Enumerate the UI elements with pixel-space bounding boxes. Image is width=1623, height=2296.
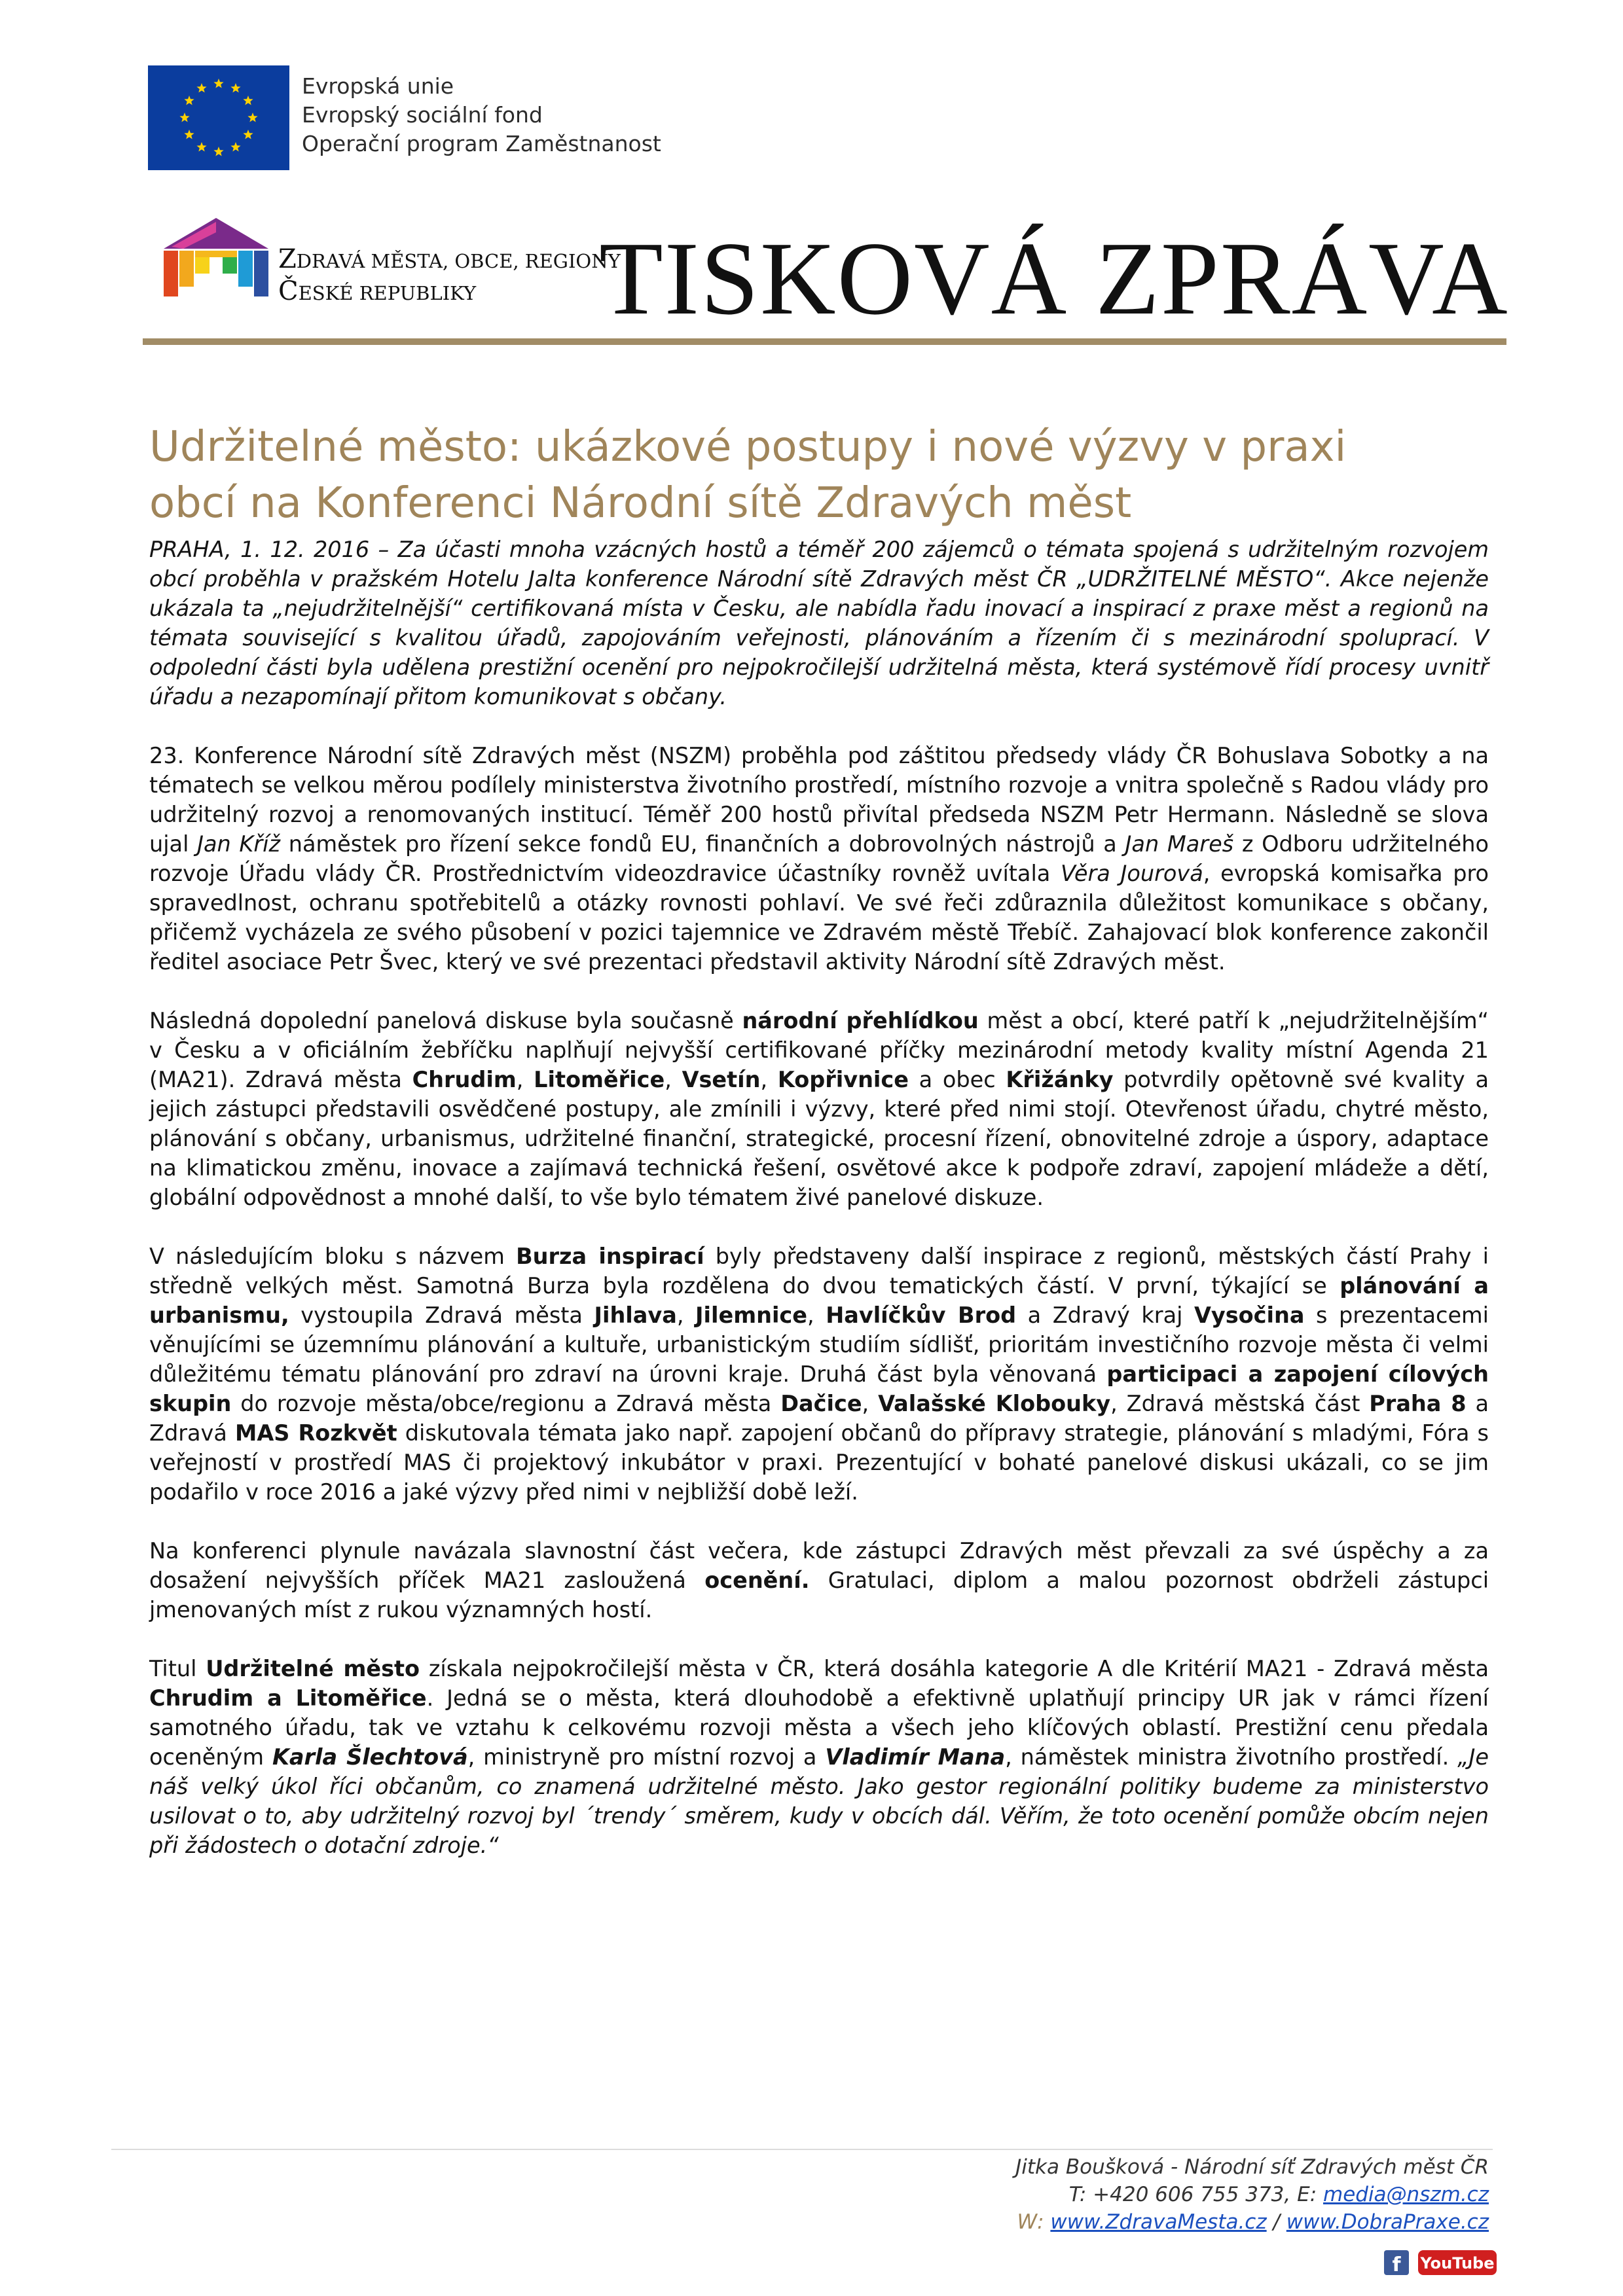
title-line: obcí na Konferenci Národní sítě Zdravých měst	[149, 479, 1132, 528]
contact-web: W: www.ZdravaMesta.cz / www.DobraPraxe.cz	[1017, 2210, 1489, 2234]
person-name: Vladimír Mana	[825, 1744, 1006, 1770]
quote: „Je náš velký úkol říci občanům, co znamená udržitelné město. Jako gestor regionální politiky budeme za ministerstvo usilovat o to, aby udržitelný rozvoj byl ´trendy´ směrem, kudy v obcích dál. Věřím, že toto ocenění pomůže obcím nejen při žádostech o dotační zdroje.“	[149, 1744, 1489, 1858]
eu-line: Evropská unie	[302, 73, 454, 99]
header-divider	[143, 338, 1506, 345]
eu-flag-icon	[148, 65, 289, 170]
person-name: Karla Šlechtová	[272, 1744, 468, 1770]
org-name-line2: ESKÉ REPUBLIKY	[298, 282, 477, 304]
eu-funding-text	[302, 72, 661, 158]
social-icons	[1383, 2246, 1501, 2278]
lead-paragraph: PRAHA, 1. 12. 2016 – Za účasti mnoha vzácných hostů a téměř 200 zájemců o témata spojená s udržitelným rozvojem obcí proběhla v pražském Hotelu Jalta konference Národní sítě Zdravých měst ČR „UDRŽITELNÉ MĚSTO“. Akce nejenže ukázala ta „nejudržitelnější“ certifikovaná místa v Česku, ale nabídla řadu inovací a inspirací z praxe měst a regionů na témata související s kvalitou úřadů, zapojováním veřejnosti, plánováním a řízením či s mezinárodní spoluprací. V odpolední části byla udělena prestižní ocenění pro nejpokročilejší udržitelná města, která systémově řídí procesy uvnitř úřadu a nezapomínají přitom komunikovat s občany.	[149, 537, 1489, 709]
paragraph: Na konferenci plynule navázala slavnostní část večera, kde zástupci Zdravých měst převzali za své úspěchy a za dosažení nejvyšších příček MA21 zasloužená ocenění. Gratulaci, diplom a malou pozornost obdrželi zástupci jmenovaných míst z rukou významných hostí.	[149, 1538, 1489, 1623]
article-body	[149, 535, 1489, 1890]
eu-line: Operační program Zaměstnanost	[302, 131, 661, 156]
contact-name: Jitka Boušková - Národní síť Zdravých měst ČR	[1015, 2155, 1489, 2179]
paragraph: V následujícím bloku s názvem Burza inspirací byly představeny další inspirace z regionů, městských částí Prahy i středně velkých měst. Samotná Burza byla rozdělena do dvou tematických částí. V první, týkající se plánování a urbanismu, vystoupila Zdravá města Jihlava, Jilemnice, Havlíčkův Brod a Zdravý kraj Vysočina s prezentacemi věnujícími se územnímu plánování a kultuře, urbanistickým studiím sídlišť, prioritám investičního rozvoje města či velmi důležitému tématu plánování pro zdraví na úrovni kraje. Druhá část byla věnovaná participaci a zapojení cílových skupin do rozvoje města/obce/regionu a Zdravá města Dačice, Valašské Klobouky, Zdravá městská část Praha 8 a Zdravá MAS Rozkvět diskutovala témata jako např. zapojení občanů do přípravy strategie, plánování s mladými, Fóra s veřejností v prostředí MAS či projektový inkubátor v praxi. Prezentující v bohaté panelové diskusi ukázali, co se jim podařilo v roce 2016 a jaké výzvy před nimi v nejbližší době leží.	[149, 1244, 1489, 1505]
web-link[interactable]: www.ZdravaMesta.cz	[1050, 2210, 1267, 2234]
eu-funding-logo	[148, 65, 659, 170]
paragraph: Následná dopolední panelová diskuse byla současně národní přehlídkou měst a obcí, které patří k „nejudržitelnějším“ v Česku a v oficiálním žebříčku naplňují nejvyšší certifikované příčky mezinárodní metody kvality místní Agenda 21 (MA21). Zdravá města Chrudim, Litoměřice, Vsetín, Kopřivnice a obec Křižánky potvrdily opětovně své kvality a jejich zástupci představili osvědčené postupy, ale zmínili i výzvy, které před nimi stojí. Otevřenost úřadu, chytré město, plánování s občany, urbanismus, udržitelné finanční, strategické, procesní řízení, obnovitelné zdroje a úspory, adaptace na klimatickou změnu, inovace a zajímavá technická řešení, osvětové akce k podpoře zdraví, zapojení mládeže a dětí, globální odpovědnost a mnohé další, to vše bylo tématem živé panelové diskuze.	[149, 1008, 1489, 1210]
footer-contact	[1015, 2153, 1489, 2236]
person-name: Jan Mareš	[1125, 831, 1234, 857]
eu-line: Evropský sociální fond	[302, 102, 543, 128]
paragraph: Titul Udržitelné město získala nejpokročilejší města v ČR, která dosáhla kategorie A dle Kritérií MA21 - Zdravá města Chrudim a Litoměřice. Jedná se o města, která dlouhodobě a efektivně uplatňují principy UR jak v rámci řízení samotného úřadu, tak ve vztahu k celkovému rozvoji města a všech jeho klíčových oblastí. Prestižní cenu předala oceněným Karla Šlechtová, ministryně pro místní rozvoj a Vladimír Mana, náměstek ministra životního prostředí. „Je náš velký úkol říci občanům, co znamená udržitelné město. Jako gestor regionální politiky budeme za ministerstvo usilovat o to, aby udržitelný rozvoj byl ´trendy´ směrem, kudy v obcích dál. Věřím, že toto ocenění pomůže obcím nejen při žádostech o dotační zdroje.“	[149, 1656, 1489, 1858]
svg-text:f: f	[1392, 2253, 1401, 2276]
org-name-initial: Z	[278, 244, 297, 274]
footer-divider	[111, 2149, 1493, 2150]
person-name: Jan Kříž	[197, 831, 281, 857]
org-name-line1: DRAVÁ MĚSTA, OBCE, REGIONY	[296, 250, 621, 272]
press-release-heading: TISKOVÁ ZPRÁVA	[599, 220, 1509, 336]
svg-text:YouTube: YouTube	[1420, 2254, 1495, 2272]
facebook-icon[interactable]	[1384, 2250, 1409, 2276]
person-name: Věra Jourová	[1060, 861, 1203, 886]
youtube-icon[interactable]	[1418, 2250, 1497, 2275]
title-line: Udržitelné město: ukázkové postupy i nové výzvy v praxi	[149, 423, 1347, 471]
organization-name	[278, 244, 621, 308]
org-name-initial: Č	[278, 276, 299, 306]
article-title	[149, 419, 1511, 531]
paragraph: 23. Konference Národní sítě Zdravých měst (NSZM) proběhla pod záštitou předsedy vlády ČR Bohuslava Sobotky a na tématech se velkou měrou podílely ministerstva životního prostředí, místního rozvoje a vnitra společně s Radou vlády pro udržitelný rozvoj a renomovaných institucí. Téměř 200 hostů přivítal předseda NSZM Petr Hermann. Následně se slova ujal Jan Kříž náměstek pro řízení sekce fondů EU, finančních a dobrovolných nástrojů a Jan Mareš z Odboru udržitelného rozvoje Úřadu vlády ČR. Prostřednictvím videozdravice účastníky rovněž uvítala Věra Jourová, evropská komisařka pro spravedlnost, ochranu spotřebitelů a otázky rovnosti pohlaví. Ve své řeči zdůraznila důležitost komunikace s občany, přičemž vycházela ze svého působení v pozici tajemnice ve Zdravém městě Třebíč. Zahajovací blok konference zakončil ředitel asociace Petr Švec, který ve své prezentaci představil aktivity Národní sítě Zdravých měst.	[149, 743, 1489, 975]
contact-phone-email: T: +420 606 755 373, E: media@nszm.cz	[1068, 2183, 1489, 2206]
web-link[interactable]: www.DobraPraxe.cz	[1286, 2210, 1489, 2234]
nszm-house-logo	[157, 213, 275, 311]
email-link[interactable]: media@nszm.cz	[1323, 2183, 1489, 2206]
